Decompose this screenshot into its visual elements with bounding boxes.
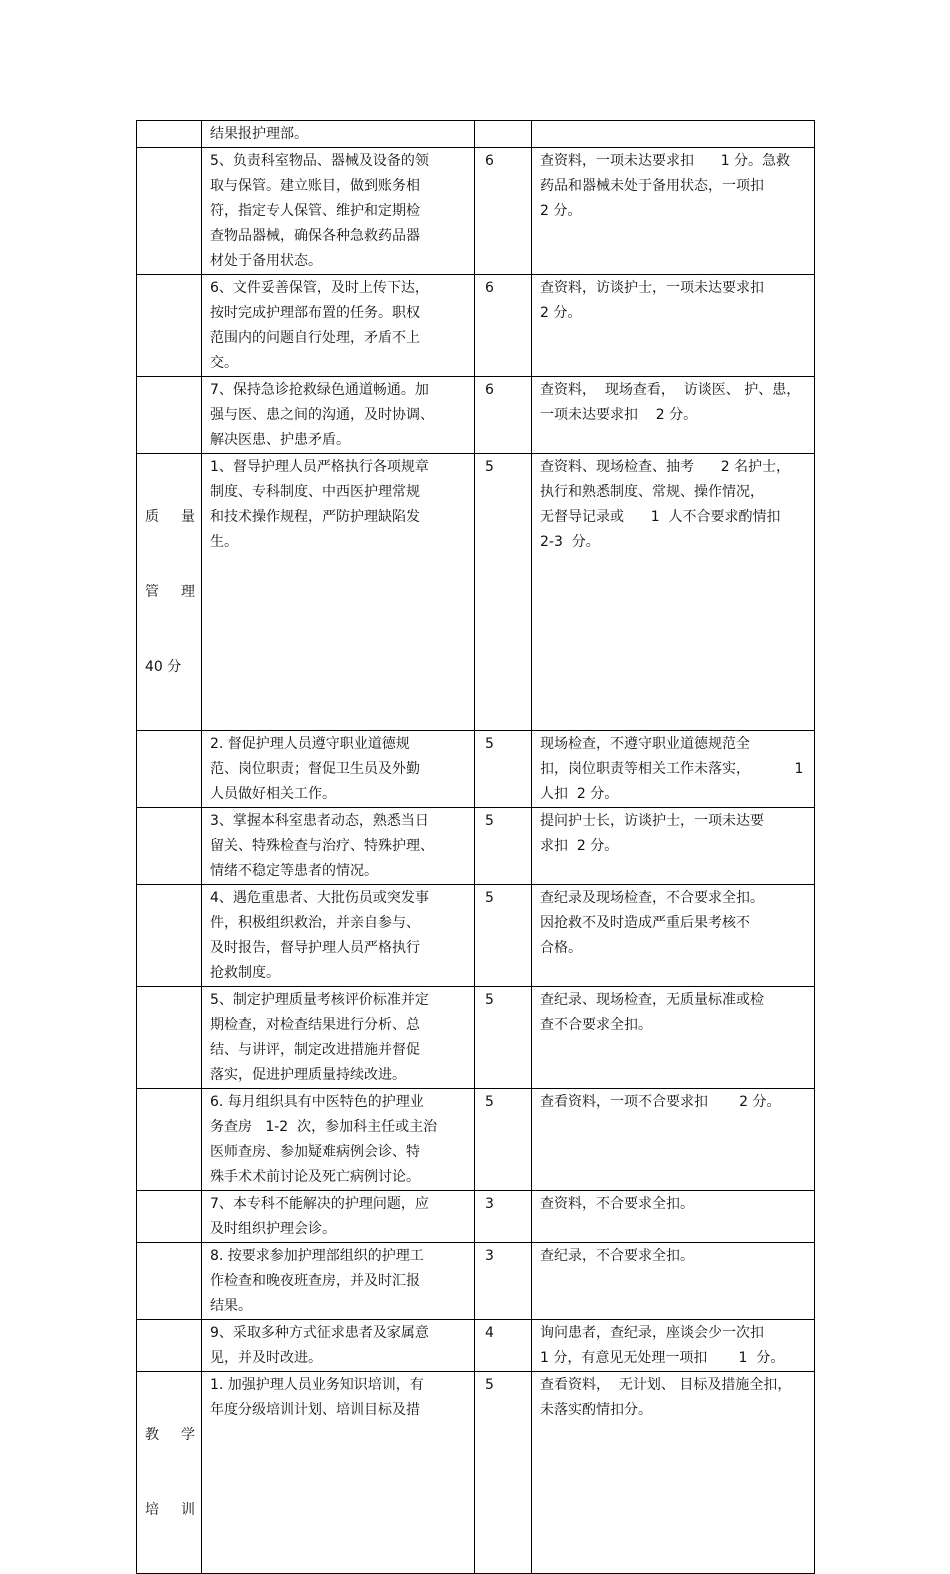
table-row bbox=[137, 121, 815, 148]
method-cell bbox=[532, 121, 815, 148]
score-cell: 3 bbox=[475, 1243, 532, 1320]
category-cell bbox=[137, 275, 202, 377]
item-cell: 8. 按要求参加护理部组织的护理工 作检查和晚夜班查房，并及时汇报 结果。 bbox=[202, 1243, 475, 1320]
category-cell bbox=[137, 1191, 202, 1243]
score-cell: 5 bbox=[475, 1372, 532, 1574]
method-cell: 查资料，访谈护士，一项未达要求扣 2 分。 bbox=[532, 275, 815, 377]
item-cell: 5、负责科室物品、器械及设备的领 取与保管。建立账目，做到账务相 符，指定专人保管、维护和定期检 查物品器械，确保各种急救药品器 材处于备用状态。 bbox=[202, 148, 475, 275]
table-row bbox=[137, 1089, 815, 1191]
item-cell: 结果报护理部。 bbox=[202, 121, 475, 148]
method-cell: 现场检查，不遵守职业道德规范全 扣，岗位职责等相关工作未落实， 1 人扣 2 分。 bbox=[532, 731, 815, 808]
table-row bbox=[137, 1320, 815, 1372]
method-cell: 查资料， 现场查看， 访谈医、 护、患， 一项未达要求扣 2 分。 bbox=[532, 377, 815, 454]
method-cell: 查资料，一项未达要求扣 1 分。急救 药品和器械未处于备用状态，一项扣 2 分。 bbox=[532, 148, 815, 275]
table-row bbox=[137, 731, 815, 808]
method-cell: 查看资料，一项不合要求扣 2 分。 bbox=[532, 1089, 815, 1191]
category-line: 管 理 bbox=[145, 584, 195, 600]
item-cell: 1、督导护理人员严格执行各项规章 制度、专科制度、中西医护理常规 和技术操作规程，严防护理缺陷发 生。 bbox=[202, 454, 475, 731]
item-cell: 1. 加强护理人员业务知识培训，有 年度分级培训计划、培训目标及措 bbox=[202, 1372, 475, 1574]
item-cell: 7、保持急诊抢救绿色通道畅通。加 强与医、患之间的沟通，及时协调、 解决医患、护患矛盾。 bbox=[202, 377, 475, 454]
method-cell: 询问患者，查纪录，座谈会少一次扣 1 分，有意见无处理一项扣 1 分。 bbox=[532, 1320, 815, 1372]
method-cell: 查资料，不合要求全扣。 bbox=[532, 1191, 815, 1243]
item-cell: 7、本专科不能解决的护理问题，应 及时组织护理会诊。 bbox=[202, 1191, 475, 1243]
score-cell: 5 bbox=[475, 1089, 532, 1191]
method-cell: 查资料、现场检查、抽考 2 名护士， 执行和熟悉制度、常规、操作情况， 无督导记录或 1 人不合要求酌情扣 2-3 分。 bbox=[532, 454, 815, 731]
score-cell bbox=[475, 121, 532, 148]
score-cell: 4 bbox=[475, 1320, 532, 1372]
table-row bbox=[137, 987, 815, 1089]
category-cell bbox=[137, 731, 202, 808]
item-cell: 3、掌握本科室患者动态，熟悉当日 留关、特殊检查与治疗、特殊护理、 情绪不稳定等患者的情况。 bbox=[202, 808, 475, 885]
method-cell: 查纪录，不合要求全扣。 bbox=[532, 1243, 815, 1320]
score-cell: 3 bbox=[475, 1191, 532, 1243]
method-cell: 查纪录、现场检查，无质量标准或检 查不合要求全扣。 bbox=[532, 987, 815, 1089]
category-cell bbox=[137, 377, 202, 454]
table-row bbox=[137, 1191, 815, 1243]
item-cell: 6、文件妥善保管，及时上传下达， 按时完成护理部布置的任务。职权 范围内的问题自行处理，矛盾不上 交。 bbox=[202, 275, 475, 377]
category-cell-teaching bbox=[137, 1372, 202, 1574]
score-cell: 6 bbox=[475, 275, 532, 377]
score-cell: 5 bbox=[475, 731, 532, 808]
category-cell bbox=[137, 987, 202, 1089]
category-cell bbox=[137, 121, 202, 148]
category-cell bbox=[137, 885, 202, 987]
score-cell: 5 bbox=[475, 987, 532, 1089]
method-cell: 查纪录及现场检查，不合要求全扣。 因抢救不及时造成严重后果考核不 合格。 bbox=[532, 885, 815, 987]
item-cell: 2. 督促护理人员遵守职业道德规 范、岗位职责；督促卫生员及外勤 人员做好相关工作。 bbox=[202, 731, 475, 808]
category-cell bbox=[137, 1089, 202, 1191]
item-cell: 4、遇危重患者、大批伤员或突发事 件，积极组织救治，并亲自参与、 及时报告，督导护理人员严格执行 抢救制度。 bbox=[202, 885, 475, 987]
score-cell: 5 bbox=[475, 885, 532, 987]
item-cell: 9、采取多种方式征求患者及家属意 见，并及时改进。 bbox=[202, 1320, 475, 1372]
table-row bbox=[137, 454, 815, 731]
category-cell bbox=[137, 148, 202, 275]
category-line: 40 分 bbox=[145, 659, 182, 675]
item-cell: 6. 每月组织具有中医特色的护理业 务查房 1-2 次，参加科主任或主治 医师查房、参加疑难病例会诊、特 殊手术术前讨论及死亡病例讨论。 bbox=[202, 1089, 475, 1191]
method-cell: 提问护士长，访谈护士，一项未达要 求扣 2 分。 bbox=[532, 808, 815, 885]
method-cell: 查看资料， 无计划、 目标及措施全扣， 未落实酌情扣分。 bbox=[532, 1372, 815, 1574]
table-row bbox=[137, 1243, 815, 1320]
score-cell: 6 bbox=[475, 148, 532, 275]
table-row bbox=[137, 1372, 815, 1574]
item-cell: 5、制定护理质量考核评价标准并定 期检查，对检查结果进行分析、总 结、与讲评，制定改进措施并督促 落实，促进护理质量持续改进。 bbox=[202, 987, 475, 1089]
table-row bbox=[137, 377, 815, 454]
category-line: 质 量 bbox=[145, 509, 195, 525]
score-cell: 5 bbox=[475, 808, 532, 885]
score-cell: 5 bbox=[475, 454, 532, 731]
category-cell bbox=[137, 1320, 202, 1372]
table-row bbox=[137, 808, 815, 885]
category-cell-quality bbox=[137, 454, 202, 731]
category-line: 培 训 bbox=[145, 1502, 195, 1518]
score-cell: 6 bbox=[475, 377, 532, 454]
table-row bbox=[137, 885, 815, 987]
category-cell bbox=[137, 1243, 202, 1320]
category-line: 教 学 bbox=[145, 1427, 195, 1443]
category-cell bbox=[137, 808, 202, 885]
table-row bbox=[137, 275, 815, 377]
evaluation-table bbox=[136, 120, 815, 1574]
table-row bbox=[137, 148, 815, 275]
table-body bbox=[137, 121, 815, 1574]
